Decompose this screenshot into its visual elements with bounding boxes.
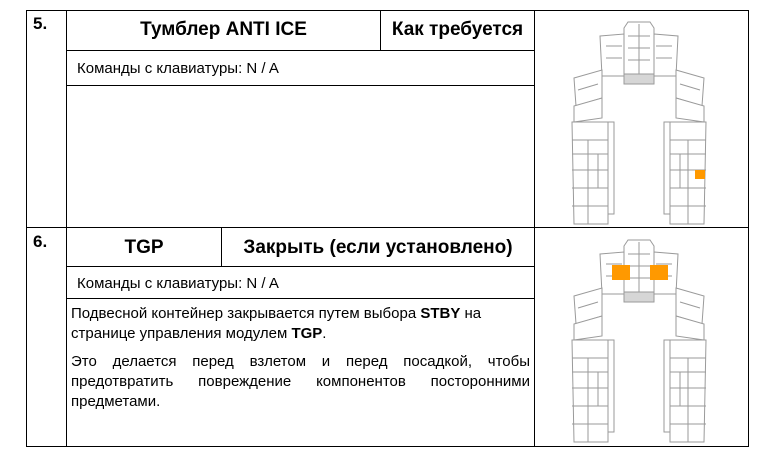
keyboard-commands: Команды с клавиатуры: N / A <box>77 275 279 292</box>
description-paragraph: Подвесной контейнер закрывается путем выбора STBY на странице управления модулем TGP. <box>71 305 482 342</box>
control-action: Как требуется <box>391 19 524 40</box>
column-divider-number <box>66 10 67 447</box>
row-number: 6. <box>33 232 48 251</box>
column-divider-image <box>534 10 535 447</box>
row5-keys-bottom <box>66 85 534 86</box>
table-border-top <box>26 10 748 11</box>
highlight-right-ddi <box>650 265 668 280</box>
cockpit-diagram-anti-ice <box>568 14 714 226</box>
table-border-left <box>26 10 27 447</box>
row-number: 5. <box>33 14 48 33</box>
cockpit-diagram-tgp <box>568 232 714 444</box>
control-name: TGP <box>124 237 164 258</box>
cockpit-panel-diagram-icon <box>568 14 714 226</box>
row6-title-bottom <box>66 266 534 267</box>
table-border-right <box>748 10 749 447</box>
row6-keys-bottom <box>66 298 534 299</box>
keyboard-commands: Команды с клавиатуры: N / A <box>77 60 279 77</box>
description-paragraph: Это делается перед взлетом и перед посадкой, чтобы предотвратить повреждение компонентов посторонними предметами. <box>71 353 530 410</box>
highlight-anti-ice-switch <box>695 170 705 179</box>
cockpit-panel-diagram-icon <box>568 232 714 444</box>
row-divider <box>26 227 748 228</box>
highlight-left-ddi <box>612 265 630 280</box>
description <box>71 304 530 412</box>
table-border-bottom <box>26 446 748 447</box>
row5-title-bottom <box>66 50 534 51</box>
control-name: Тумблер ANTI ICE <box>140 19 307 40</box>
control-action: Закрыть (если установлено) <box>243 237 513 258</box>
